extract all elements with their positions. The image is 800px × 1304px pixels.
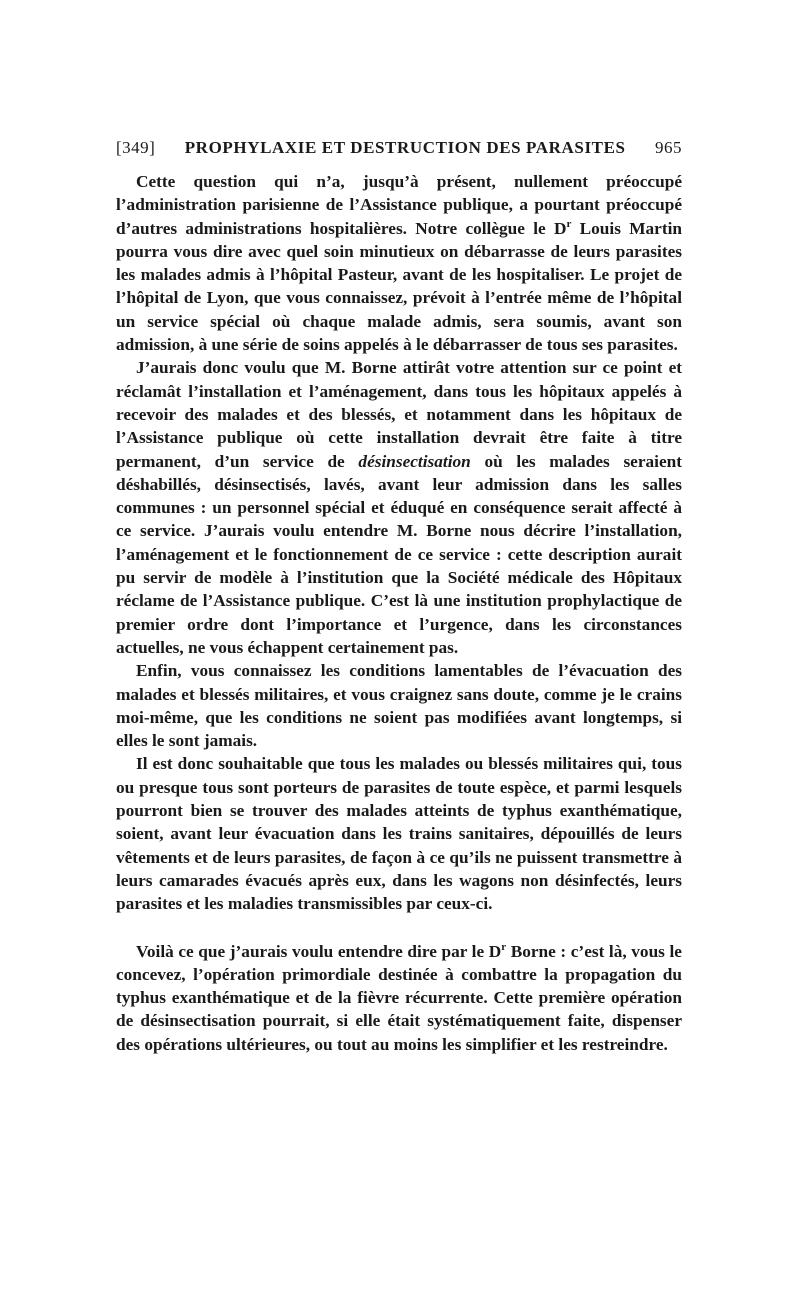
paragraph-5-text-a: Voilà ce que j’aurais voulu entendre dire par le D xyxy=(136,941,502,961)
paragraph-2-text-a: J’aurais donc voulu que M. Borne attirât votre attention sur ce point et réclamât l’installation et l’aménagement, dans tous les hôpitaux appelés à recevoir des malades et des blessés, et notamment dans les hôpitaux de l’Assistance publique où cette installation devrait être faite à titre permanent, d’un service de xyxy=(116,358,682,471)
running-title: PROPHYLAXIE ET DESTRUCTION DES PARASITES xyxy=(184,138,626,157)
paragraph-1-text-b: Louis Martin pourra vous dire avec quel soin minutieux on débarrasse de leurs parasites les malades admis à l’hôpital Pasteur, avant de les hospitaliser. Le projet de l’hôpital de Lyon, que vous connaissez, prévoit à l’entrée même de l’hôpital un service spécial où chaque malade admis, sera soumis, avant son admission, à une série de soins appelés à le débarrasser de tous ses parasites. xyxy=(116,218,683,355)
italic-term: désinsectisation xyxy=(358,451,471,471)
paragraph-4: Il est donc souhaitable que tous les malades ou blessés militaires qui, tous ou presque tous sont porteurs de parasites de toute espèce, et parmi lesquels pourront bien se trouver des malades atteints de typhus exanthématique, soient, avant leur évacuation dans les trains sanitaires, dépouillés de leurs vêtements et de leurs parasites, de façon à ce qu’ils ne puissent transmettre à leurs camarades évacués après eux, dans les wagons non désinfectés, leurs parasites et les maladies transmissibles par ceux-ci. xyxy=(116,754,682,914)
running-head xyxy=(116,138,682,158)
page xyxy=(116,138,682,1056)
paragraph-5 xyxy=(116,940,682,1056)
paragraph-5-text-b: Borne : c’est là, vous le concevez, l’opération primordiale destinée à combattre la propagation du typhus exanthématique et de la fièvre récurrente. Cette première opération de désinsectisation pourrait, si elle était systématiquement faite, dispenser des opérations ultérieures, ou tout au moins les simplifier et les restreindre. xyxy=(116,941,682,1054)
section-number: [349] xyxy=(116,138,156,157)
body-text xyxy=(116,170,682,1056)
paragraph-3: Enfin, vous connaissez les conditions lamentables de l’évacuation des malades et blessés militaires, et vous craignez sans doute, comme je le crains moi-même, que les conditions ne soient pas modifiées avant longtemps, si elles le sont jamais. xyxy=(116,661,682,751)
paragraph-1-text-a: Cette question qui n’a, jusqu’à présent, nullement préoccupé l’administration parisienne de l’Assistance publique, a pourtant préoccupé d’autres administrations hospitalières. Notre collègue le D xyxy=(116,172,682,238)
paragraph-1 xyxy=(116,170,682,356)
paragraph-2 xyxy=(116,356,682,659)
doctor-superscript: r xyxy=(566,217,572,230)
doctor-superscript: r xyxy=(501,940,507,953)
paragraph-2-text-b: où les malades seraient déshabillés, désinsectisés, lavés, avant leur admission dans les salles communes : un personnel spécial et éduqué en conséquence serait affecté à ce service. J’aurais voulu entendre M. Borne nous décrire l’installation, l’aménagement et le fonctionnement de ce service : cette description aurait pu servir de modèle à l’institution que la Société médicale des Hôpitaux réclame de l’Assistance publique. C’est là une institution prophylactique de premier ordre dont l’importance et l’urgence, dans les circonstances actuelles, ne vous échappent certainement pas. xyxy=(116,451,682,657)
page-number: 965 xyxy=(655,138,682,157)
